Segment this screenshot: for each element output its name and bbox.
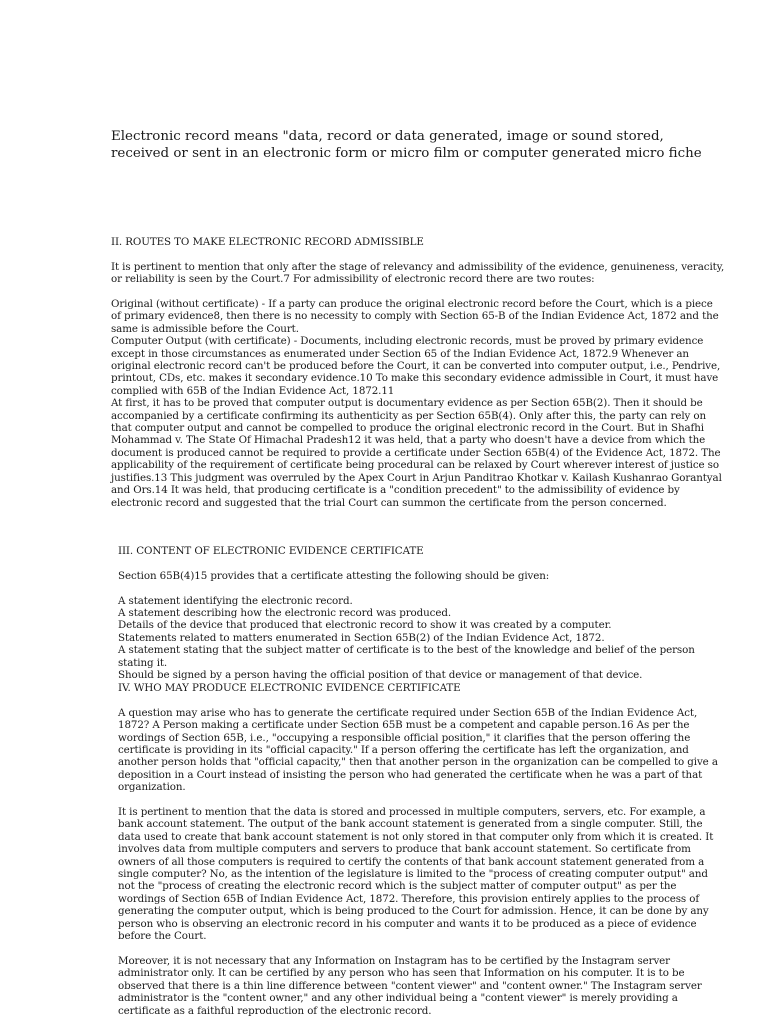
paragraph: Section 65B(4)15 provides that a certificate attesting the following should be given: bbox=[118, 569, 550, 582]
paragraph: Moreover, it is not necessary that any Information on Instagram has to be certified by the Instagram server administrator only. It can be certified by any person who has seen that Information on his computer. It is to be observed that there is a thin line difference between "content viewer" and "content owner." The Instagram server administrator is the "content owner," and any other individual being a "content viewer" is merely providing a certificate as a faithful reproduction of the electronic record. bbox=[118, 954, 702, 1017]
section-heading-who-may-produce: IV. WHO MAY PRODUCE ELECTRONIC EVIDENCE CERTIFICATE bbox=[118, 682, 461, 694]
paragraph: Original (without certificate) - If a party can produce the original electronic record before the Court, which is a piece of primary evidence8, then there is no necessity to comply with Section 65-B of the Indian Evidence Act, 1872 and the same is admissible before the Court. bbox=[111, 298, 719, 335]
paragraph: At first, it has to be proved that computer output is documentary evidence as per Section 65B(2). Then it should be accompanied by a certificate confirming its authenticity as per Section 65B(4). Only after this, the party can rely on that computer output and cannot be compelled to produce the original electronic record in the Court. But in Shafhi Mohammad v. The State Of Himachal Pradesh12 it was held, that a party who doesn't have a device from which the document is produced cannot be required to provide a certificate under Section 65B(4) of the Evidence Act, 1872. The applicability of the requirement of certificate being procedural can be relaxed by Court wherever interest of justice so justifies.13 This judgment was overruled by the Apex Court in Arjun Panditrao Khotkar v. Kailash Kushanrao Gorantyal and Ors.14 It was held, that producing certificate is a "condition precedent" to the admissibility of evidence by electronic record and suggested that the trial Court can summon the certificate from the person concerned. bbox=[111, 397, 722, 509]
section-heading-routes: II. ROUTES TO MAKE ELECTRONIC RECORD ADMISSIBLE bbox=[111, 236, 424, 248]
paragraph: A question may arise who has to generate the certificate required under Section 65B of the Indian Evidence Act, 1872? A Person making a certificate under Section 65B must be a competent and capable person.16 As per the wordings of Section 65B, i.e., "occupying a responsible official position," it clarifies that the person offering the certificate is providing in its "official capacity." If a person offering the certificate has left the organization, and another person holds that "official capacity," then that another person in the organization can be compelled to give a deposition in a Court instead of insisting the person who had generated the certificate when he was a part of that organization. bbox=[118, 706, 718, 794]
section-routes bbox=[111, 236, 725, 509]
list-item: A statement stating that the subject matter of certificate is to the best of the knowledge and belief of the person stating it. bbox=[118, 644, 695, 669]
section-who-may-produce bbox=[118, 682, 718, 1017]
list-item: A statement identifying the electronic record. bbox=[118, 594, 353, 607]
list-item: Should be signed by a person having the official position of that device or management of that device. bbox=[118, 669, 643, 682]
section-heading-certificate-content: III. CONTENT OF ELECTRONIC EVIDENCE CERTIFICATE bbox=[118, 545, 424, 557]
list-item: A statement describing how the electronic record was produced. bbox=[118, 607, 451, 619]
paragraph: Computer Output (with certificate) - Documents, including electronic records, must be proved by primary evidence except in those circumstances as enumerated under Section 65 of the Indian Evidence Act, 1872.9 Whenever an original electronic record can't be produced before the Court, it can be converted into computer output, i.e., Pendrive, printout, CDs, etc. makes it secondary evidence.10 To make this secondary evidence admissible in Court, it must have complied with 65B of the Indian Evidence Act, 1872.11 bbox=[111, 335, 721, 397]
list-item: Statements related to matters enumerated in Section 65B(2) of the Indian Evidence Act, 1872. bbox=[118, 631, 605, 644]
list-item: Details of the device that produced that electronic record to show it was created by a computer. bbox=[118, 619, 612, 632]
paragraph: It is pertinent to mention that the data is stored and processed in multiple computers, servers, etc. For example, a bank account statement. The output of the bank account statement is generated from a single computer. Still, the data used to create that bank account statement is not only stored in that computer only from which it is created. It involves data from multiple computers and servers to produce that bank account statement. So certificate from owners of all those computers is required to certify the contents of that bank account statement generated from a single computer? No, as the intention of the legislature is limited to the "process of creating computer output" and not the "process of creating the electronic record which is the subject matter of computer output" as per the wordings of Section 65B of Indian Evidence Act, 1872. Therefore, this provision entirely applies to the process of generating the computer output, which is being produced to the Court for admission. Hence, it can be done by any person who is observing an electronic record in his computer and wants it to be produced as a piece of evidence before the Court. bbox=[118, 806, 714, 943]
intro-definition: Electronic record means "data, record or data generated, image or sound stored, received or sent in an electronic form or micro film or computer generated micro fiche bbox=[111, 129, 702, 161]
paragraph: It is pertinent to mention that only after the stage of relevancy and admissibility of the evidence, genuineness, veracity, or reliability is seen by the Court.7 For admissibility of electronic record there are two routes: bbox=[111, 260, 725, 286]
section-certificate-content bbox=[118, 545, 718, 681]
